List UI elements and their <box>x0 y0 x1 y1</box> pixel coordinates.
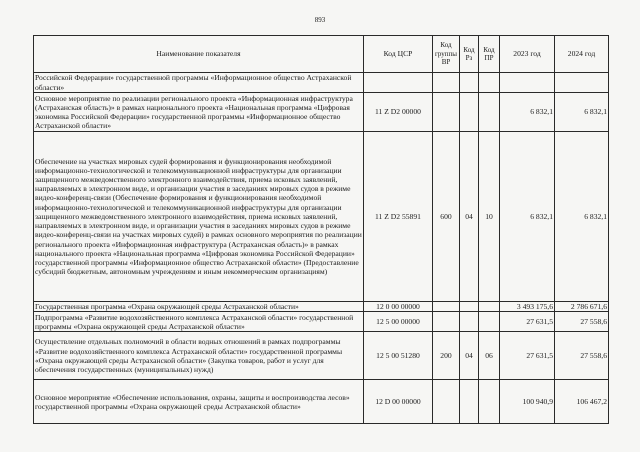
row-name: Обеспечение на участках мировых судей формирования и функционирования необходимой информационно-технологической и телекоммуникационной инфраструктуры для организации защищенного межведомственного электронного взаимодействия, приема исковых заявлений, направляемых в электронном виде, и организации участия в заседаниях мировых судов в режиме видео-конференц-связи (Обеспечение формирования и функционирования необходимой информационно-технологической и телекоммуникационной инфраструктуры для организации защищенного межведомственного электронного взаимодействия, приема исковых заявлений, направляемых в электронном виде, и организации участия в заседаниях мировых судов в режиме видео-конференц-связи на участках мировых судей) в рамках основного мероприятия по реализации регионального проекта «Информационная инфраструктура (Астраханская область)» в рамках национального проекта «Национальная программа «Цифровая экономика Российской Федерации» государственной программы «Информационное общество Астраханской области» (Предоставление субсидий бюджетным, автономным учреждениям и иным некоммерческим организациям) <box>34 132 364 302</box>
row-rz: 04 <box>460 332 479 380</box>
row-name: Подпрограмма «Развитие водохозяйственного комплекса Астраханской области» государственной программы «Охрана окружающей среды Астраханской области» <box>34 312 364 332</box>
row-2023: 6 832,1 <box>500 93 555 132</box>
row-vr <box>433 380 460 424</box>
row-vr: 200 <box>433 332 460 380</box>
row-2023: 3 493 175,6 <box>500 302 555 312</box>
row-2024 <box>555 73 609 93</box>
table-row <box>34 73 609 93</box>
row-name: Российской Федерации» государственной программы «Информационное общество Астраханской области» <box>34 73 364 93</box>
table-header-row <box>34 36 609 73</box>
table-row <box>34 93 609 132</box>
row-rz <box>460 312 479 332</box>
row-rz <box>460 93 479 132</box>
row-vr: 600 <box>433 132 460 302</box>
row-csr: 12 5 00 00000 <box>364 312 433 332</box>
row-csr: 12 5 00 51280 <box>364 332 433 380</box>
row-pr: 10 <box>479 132 500 302</box>
row-2023: 100 940,9 <box>500 380 555 424</box>
row-vr <box>433 73 460 93</box>
header-vr: Код группы ВР <box>433 36 460 73</box>
row-rz <box>460 302 479 312</box>
header-csr: Код ЦСР <box>364 36 433 73</box>
row-2024: 2 786 671,6 <box>555 302 609 312</box>
row-2024: 6 832,1 <box>555 93 609 132</box>
row-vr <box>433 302 460 312</box>
row-pr <box>479 302 500 312</box>
row-2023: 27 631,5 <box>500 312 555 332</box>
table-row <box>34 332 609 380</box>
header-2023: 2023 год <box>500 36 555 73</box>
row-2024: 27 558,6 <box>555 312 609 332</box>
page-number: 893 <box>314 16 326 24</box>
header-rz: Код Рз <box>460 36 479 73</box>
row-pr <box>479 73 500 93</box>
table-row <box>34 132 609 302</box>
row-rz <box>460 380 479 424</box>
row-pr <box>479 380 500 424</box>
row-rz <box>460 73 479 93</box>
row-name: Государственная программа «Охрана окружающей среды Астраханской области» <box>34 302 364 312</box>
row-2024: 6 832,1 <box>555 132 609 302</box>
row-csr <box>364 73 433 93</box>
row-2023: 6 832,1 <box>500 132 555 302</box>
header-name: Наименование показателя <box>34 36 364 73</box>
header-2024: 2024 год <box>555 36 609 73</box>
row-csr: 11 Z D2 00000 <box>364 93 433 132</box>
row-name: Осуществление отдельных полномочий в области водных отношений в рамках подпрограммы «Развитие водохозяйственного комплекса Астраханской области» государственной программы «Охрана окружающей среды Астраханской области» (Закупка товаров, работ и услуг для обеспечения государственных (муниципальных) нужд) <box>34 332 364 380</box>
row-name: Основное мероприятие по реализации регионального проекта «Информационная инфраструктура (Астраханская область)» в рамках национального проекта «Национальная программа «Цифровая экономика Российской Федерации» государственной программы «Информационное общество Астраханской области» <box>34 93 364 132</box>
row-2023 <box>500 73 555 93</box>
row-pr: 06 <box>479 332 500 380</box>
budget-table <box>33 35 609 424</box>
table-row <box>34 302 609 312</box>
row-vr <box>433 312 460 332</box>
row-2024: 106 467,2 <box>555 380 609 424</box>
row-csr: 12 0 00 00000 <box>364 302 433 312</box>
row-csr: 11 Z D2 55891 <box>364 132 433 302</box>
table-row <box>34 312 609 332</box>
row-pr <box>479 93 500 132</box>
row-vr <box>433 93 460 132</box>
table-row <box>34 380 609 424</box>
row-rz: 04 <box>460 132 479 302</box>
row-name: Основное мероприятие «Обеспечение использования, охраны, защиты и воспроизводства лесов» государственной программы «Охрана окружающей среды Астраханской области» <box>34 380 364 424</box>
row-2023: 27 631,5 <box>500 332 555 380</box>
row-2024: 27 558,6 <box>555 332 609 380</box>
row-csr: 12 D 00 00000 <box>364 380 433 424</box>
row-pr <box>479 312 500 332</box>
header-pr: Код ПР <box>479 36 500 73</box>
